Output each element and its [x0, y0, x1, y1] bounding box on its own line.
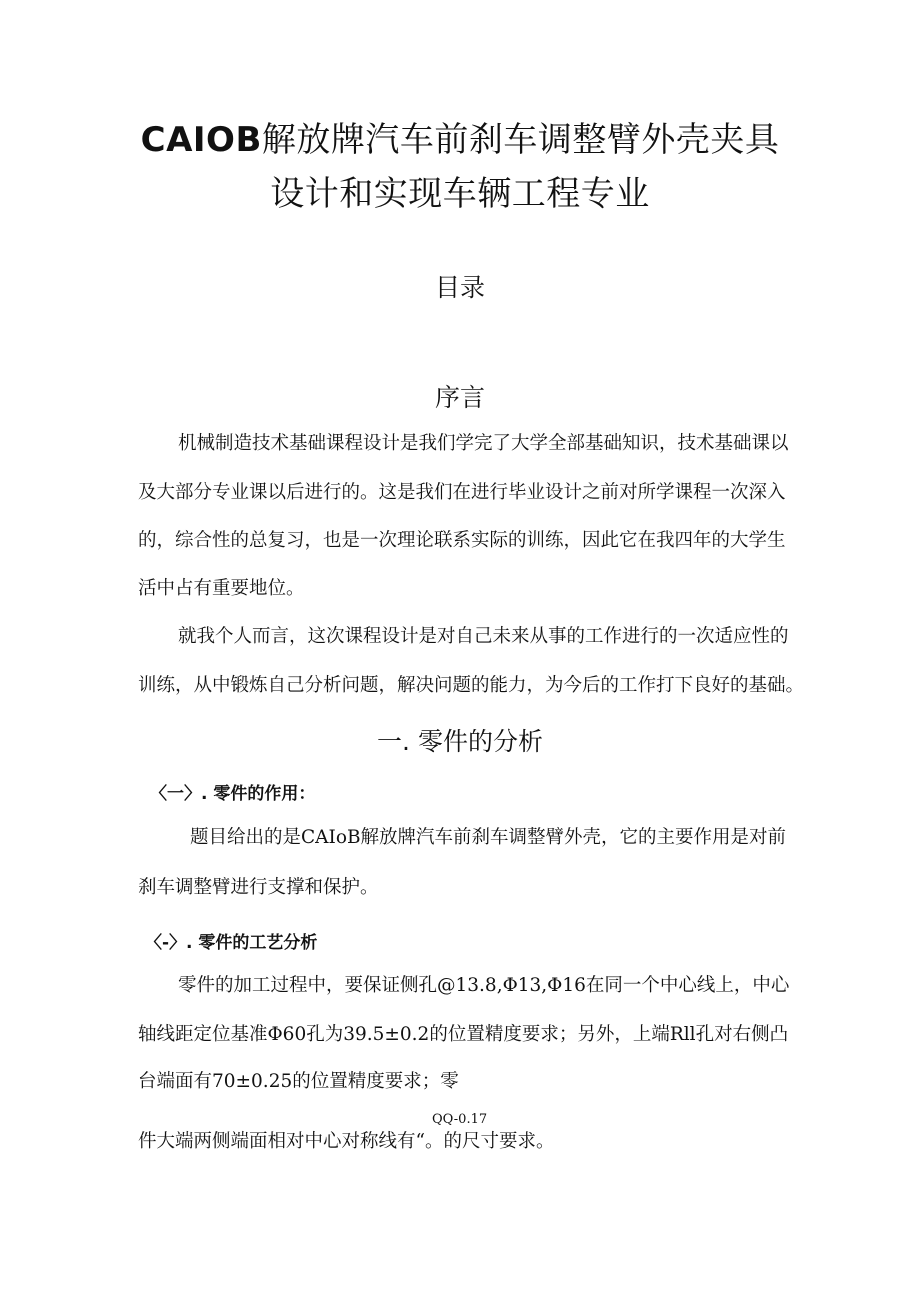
toc-heading: 目录: [434, 273, 485, 302]
title-model-code: CAIOB: [140, 120, 262, 160]
subsection2-line4: 件大端两侧端面相对中心对称线有“。的尺寸要求。: [138, 1131, 555, 1152]
section1-heading: 一. 零件的分析: [377, 727, 543, 756]
preface-p2-line1: 就我个人而言，这次课程设计是对自己未来从事的工作进行的一次适应性的: [178, 626, 789, 647]
document-title-line1: [60, 112, 860, 161]
subsection2-heading: 〈-〉. 零件的工艺分析: [145, 933, 318, 953]
subsection2-line3: 台端面有70±0.25的位置精度要求；零: [138, 1071, 459, 1092]
subsection1-line1: 题目给出的是CAIoB解放牌汽车前刹车调整臂外壳，它的主要作用是对前: [190, 827, 787, 848]
document-title-line2: 设计和实现车辆工程专业: [270, 174, 650, 214]
preface-p1-line2: 及大部分专业课以后进行的。这是我们在进行毕业设计之前对所学课程一次深入: [138, 482, 786, 503]
tolerance-note: QQ-0.17: [432, 1112, 488, 1127]
preface-heading: 序言: [434, 383, 485, 412]
title-line1-text: 解放牌汽车前刹车调整臂外壳夹具: [261, 120, 780, 160]
subsection1-line2: 刹车调整臂进行支撑和保护。: [138, 877, 379, 898]
preface-p1-line1: 机械制造技术基础课程设计是我们学完了大学全部基础知识，技术基础课以: [178, 433, 789, 454]
subsection2-line2: 轴线距定位基准Φ60孔为39.5±0.2的位置精度要求；另外，上端Rll孔对右侧凸: [138, 1024, 789, 1045]
subsection2-line1: 零件的加工过程中，要保证侧孔@13.8,Φ13,Φ16在同一个中心线上，中心: [178, 975, 790, 996]
preface-p1-line4: 活中占有重要地位。: [138, 578, 305, 599]
subsection1-heading: 〈一〉. 零件的作用：: [150, 784, 316, 804]
preface-p1-line3: 的，综合性的总复习，也是一次理论联系实际的训练，因此它在我四年的大学生: [138, 530, 786, 551]
preface-p2-line2: 训练，从中锻炼自己分析问题，解决问题的能力，为今后的工作打下良好的基础。: [138, 675, 805, 696]
